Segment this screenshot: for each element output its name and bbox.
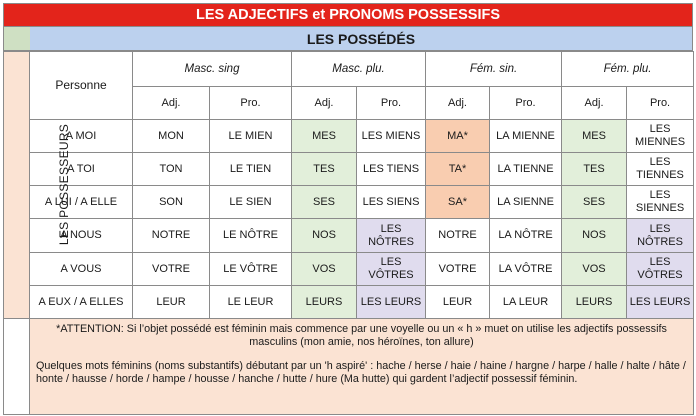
table-cell: TA* — [426, 153, 490, 186]
attention-note: *ATTENTION: Si l’objet possédé est féminin mais commence par une voyelle ou un « h » muet on utilise les adjectifs possessifs masculins (mon amie, nos héroïnes, ton allure) — [56, 323, 667, 348]
table-cell: MES — [292, 120, 357, 153]
possessives-table — [3, 51, 694, 415]
header-fem-plu: Fém. plu. — [562, 52, 694, 87]
table-cell: SES — [562, 186, 627, 219]
table-cell: LA MIENNE — [490, 120, 562, 153]
table-cell: LES TIENNES — [627, 153, 694, 186]
header-personne: Personne — [30, 52, 133, 120]
person-cell: A NOUS — [30, 219, 133, 253]
table-cell: VOTRE — [426, 253, 490, 286]
table-cell: LES VÔTRES — [627, 253, 694, 286]
table-cell: LES SIENS — [357, 186, 426, 219]
subheader-pro: Pro. — [490, 87, 562, 120]
table-cell: MES — [562, 120, 627, 153]
table-cell: NOS — [292, 219, 357, 253]
possedes-header-row — [3, 27, 693, 51]
table-cell: LE VÔTRE — [210, 253, 292, 286]
table-cell: LEURS — [562, 286, 627, 319]
table-cell: SON — [133, 186, 210, 219]
note-box — [30, 319, 694, 415]
page-title: LES ADJECTIFS et PRONOMS POSSESSIFS — [3, 3, 693, 27]
table-cell: LEUR — [426, 286, 490, 319]
table-cell: LE SIEN — [210, 186, 292, 219]
table-row — [4, 219, 694, 253]
table-cell: LES NÔTRES — [357, 219, 426, 253]
table-cell: VOS — [562, 253, 627, 286]
table-cell: LES VÔTRES — [357, 253, 426, 286]
table-cell: LES NÔTRES — [627, 219, 694, 253]
table-cell: LEURS — [292, 286, 357, 319]
table-cell: LA SIENNE — [490, 186, 562, 219]
subheader-pro: Pro. — [357, 87, 426, 120]
possesseurs-label-cell — [4, 52, 72, 319]
possesseurs-label: LES POSSESSEURS — [57, 123, 72, 246]
person-cell: A TOI — [30, 153, 133, 186]
possedes-label: LES POSSÉDÉS — [30, 27, 692, 50]
table-cell: TON — [133, 153, 210, 186]
note-left-spacer — [4, 319, 30, 415]
table-cell: LES LEURS — [627, 286, 694, 319]
table-cell: LA VÔTRE — [490, 253, 562, 286]
table-cell: LA LEUR — [490, 286, 562, 319]
subheader-pro: Pro. — [627, 87, 694, 120]
subheader-adj: Adj. — [292, 87, 357, 120]
table-cell: LE MIEN — [210, 120, 292, 153]
table-cell: LE NÔTRE — [210, 219, 292, 253]
table-cell: MA* — [426, 120, 490, 153]
table-cell: LA TIENNE — [490, 153, 562, 186]
subheader-pro: Pro. — [210, 87, 292, 120]
table-row — [4, 120, 694, 153]
table-row — [4, 253, 694, 286]
table-cell: SA* — [426, 186, 490, 219]
table-cell: MON — [133, 120, 210, 153]
table-cell: LEUR — [133, 286, 210, 319]
header-fem-sin: Fém. sin. — [426, 52, 562, 87]
table-row — [4, 153, 694, 186]
table-cell: TES — [562, 153, 627, 186]
h-aspire-note: Quelques mots féminins (noms substantifs) débutant par un 'h aspiré' : hache / herse / haie / haine / hargne / harpe / halle / halte / hâte / honte / hausse / horde / hampe / housse / hanche / hutte / hure (Ma hutte) qui gardent l’adjectif possessif féminin. — [36, 360, 686, 385]
header-masc-plu: Masc. plu. — [292, 52, 426, 87]
table-row — [4, 186, 694, 219]
table-cell: VOTRE — [133, 253, 210, 286]
person-cell: A VOUS — [30, 253, 133, 286]
table-cell: LES MIENS — [357, 120, 426, 153]
possessives-sheet — [3, 3, 693, 413]
person-cell: A EUX / A ELLES — [30, 286, 133, 319]
table-cell: VOS — [292, 253, 357, 286]
corner-cell — [4, 27, 31, 50]
table-cell: SES — [292, 186, 357, 219]
table-cell: LES SIENNES — [627, 186, 694, 219]
table-cell: LES TIENS — [357, 153, 426, 186]
table-cell: TES — [292, 153, 357, 186]
table-cell: NOS — [562, 219, 627, 253]
table-cell: LE LEUR — [210, 286, 292, 319]
person-cell: A MOI — [30, 120, 133, 153]
table-cell: LA NÔTRE — [490, 219, 562, 253]
table-cell: LES LEURS — [357, 286, 426, 319]
table-cell: LES MIENNES — [627, 120, 694, 153]
subheader-adj: Adj. — [426, 87, 490, 120]
subheader-adj: Adj. — [562, 87, 627, 120]
table-cell: NOTRE — [133, 219, 210, 253]
header-masc-sing: Masc. sing — [133, 52, 292, 87]
table-row — [4, 286, 694, 319]
person-cell: A LUI / A ELLE — [30, 186, 133, 219]
subheader-adj: Adj. — [133, 87, 210, 120]
table-cell: NOTRE — [426, 219, 490, 253]
table-cell: LE TIEN — [210, 153, 292, 186]
